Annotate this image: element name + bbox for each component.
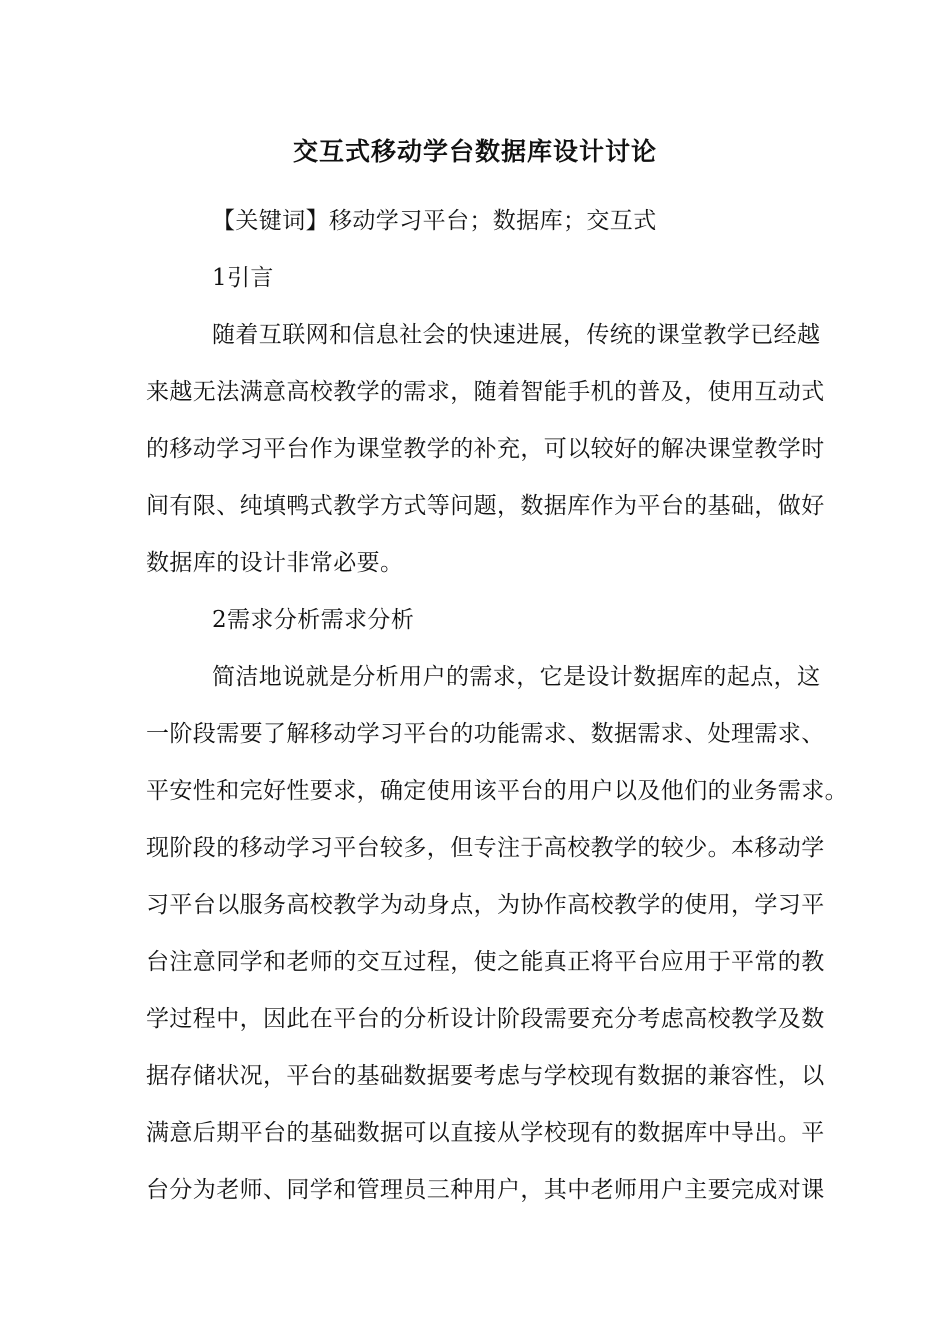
paragraph-line: 台分为老师、同学和管理员三种用户，其中老师用户主要完成对课	[146, 1177, 825, 1203]
paragraph-line: 简洁地说就是分析用户的需求，它是设计数据库的起点，这	[212, 664, 821, 690]
paragraph-line: 台注意同学和老师的交互过程，使之能真正将平台应用于平常的教	[146, 949, 825, 975]
section-heading-introduction: 1引言	[212, 265, 274, 291]
paragraph-line: 一阶段需要了解移动学习平台的功能需求、数据需求、处理需求、	[146, 721, 825, 747]
paragraph-line: 现阶段的移动学习平台较多，但专注于高校教学的较少。本移动学	[146, 835, 825, 861]
document-title: 交互式移动学台数据库设计讨论	[292, 137, 657, 166]
paragraph-line: 学过程中，因此在平台的分析设计阶段需要充分考虑高校教学及数	[146, 1006, 825, 1032]
paragraph-line: 间有限、纯填鸭式教学方式等问题，数据库作为平台的基础，做好	[146, 493, 825, 519]
paragraph-line: 来越无法满意高校教学的需求，随着智能手机的普及，使用互动式	[146, 379, 825, 405]
paragraph-line: 的移动学习平台作为课堂教学的补充，可以较好的解决课堂教学时	[146, 436, 825, 462]
paragraph-line: 随着互联网和信息社会的快速进展，传统的课堂教学已经越	[212, 322, 821, 348]
paragraph-line: 平安性和完好性要求，确定使用该平台的用户以及他们的业务需求。	[146, 778, 848, 804]
paragraph-line: 据存储状况，平台的基础数据要考虑与学校现有数据的兼容性，以	[146, 1063, 825, 1089]
paragraph-line: 满意后期平台的基础数据可以直接从学校现有的数据库中导出。平	[146, 1120, 825, 1146]
paragraph-line: 习平台以服务高校教学为动身点，为协作高校教学的使用，学习平	[146, 892, 825, 918]
paragraph-line: 数据库的设计非常必要。	[146, 550, 404, 576]
section-heading-requirements: 2需求分析需求分析	[212, 607, 415, 633]
keywords-line: 【关键词】移动学习平台；数据库；交互式	[212, 208, 657, 234]
